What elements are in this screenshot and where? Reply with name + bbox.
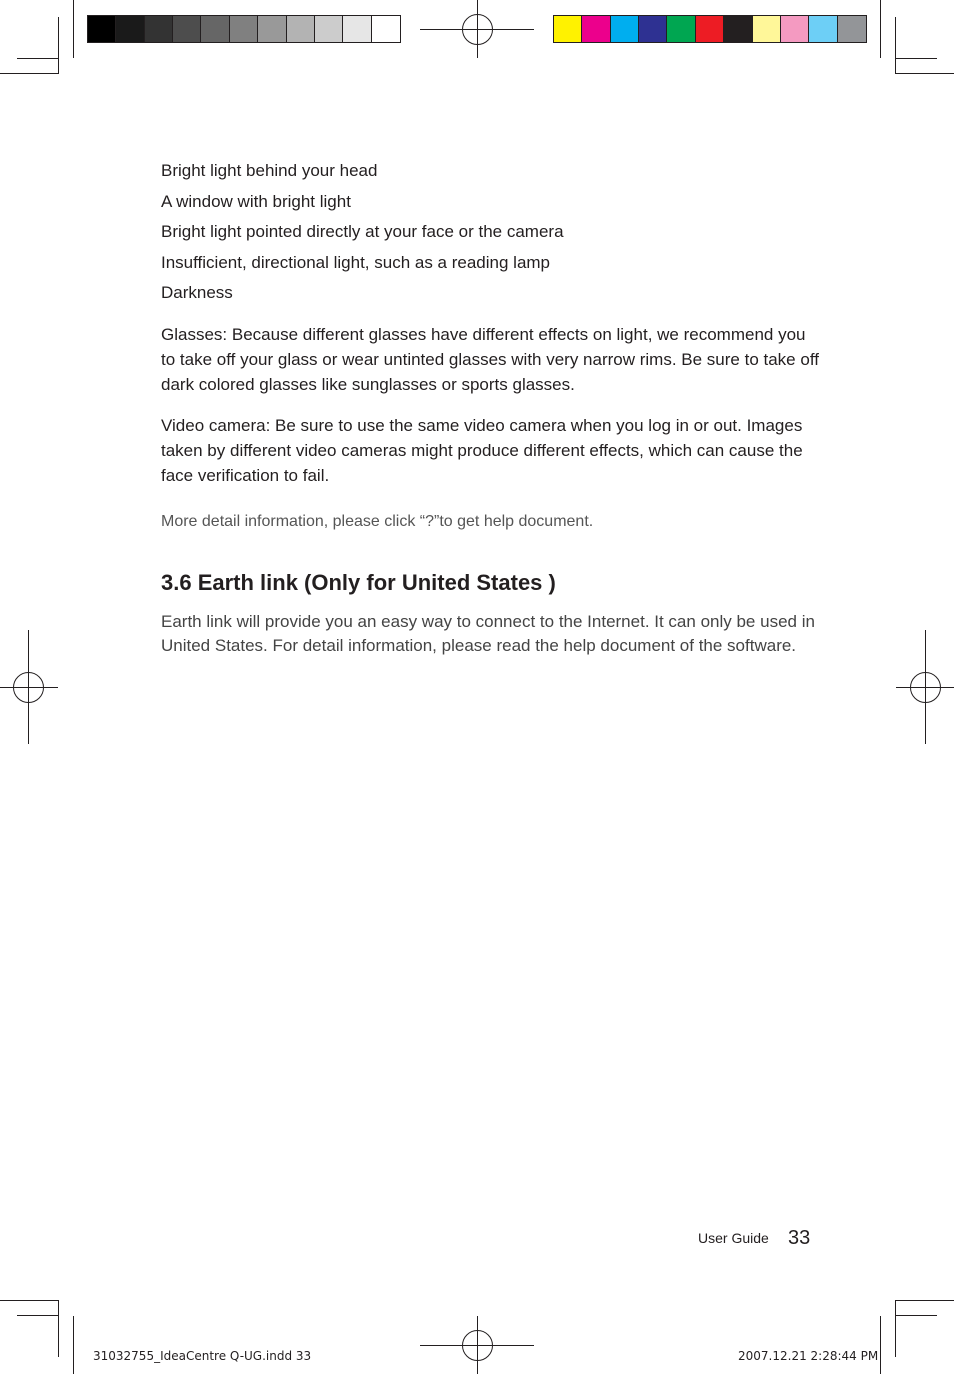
video-camera-text: Be sure to use the same video camera when you log in or out. Images taken by different video cameras might produce different effects, which can cause the face verification to fail.: [161, 415, 803, 485]
crop-mark-line: [880, 1316, 881, 1374]
color-swatch: [639, 16, 667, 42]
crop-mark-line: [58, 17, 59, 74]
list-item: Insufficient, directional light, such as a reading lamp: [161, 252, 551, 272]
color-swatch: [724, 16, 752, 42]
color-swatch: [667, 16, 695, 42]
color-swatch: [116, 16, 144, 42]
crop-mark-line: [896, 73, 954, 74]
crop-mark-line: [58, 1300, 59, 1357]
glasses-text: Because different glasses have different effects on light, we recommend you to take off your glass or wear untinted glasses with very narrow rims. Be sure to take off dark colored glasses like sunglasses or sports glasses.: [161, 324, 819, 394]
list-item: A window with bright light: [161, 191, 351, 211]
crop-mark-line: [73, 1316, 74, 1374]
footer-label: User Guide: [698, 1230, 769, 1246]
color-swatch: [753, 16, 781, 42]
list-item: Bright light pointed directly at your face or the camera: [161, 222, 564, 241]
color-swatch: [315, 16, 343, 42]
section-body: Earth link will provide you an easy way to connect to the Internet. It can only be used in United States. For detail information, please read the help document of the software.: [161, 611, 815, 655]
video-camera-label: Video camera:: [161, 415, 271, 435]
registration-target-icon: [462, 14, 493, 45]
color-swatch: [554, 16, 582, 42]
page-number: 33: [788, 1227, 811, 1249]
section-heading: 3.6 Earth link (Only for United States ): [161, 569, 556, 595]
list-item: Bright light behind your head: [161, 161, 378, 180]
color-swatch: [173, 16, 201, 42]
color-swatch: [372, 16, 400, 42]
registration-target-icon: [13, 672, 44, 703]
color-swatch: [230, 16, 258, 42]
crop-mark-line: [17, 58, 59, 59]
crop-mark-line: [896, 1300, 954, 1301]
color-swatch: [781, 16, 809, 42]
page-content: [161, 156, 821, 659]
registration-target-icon: [910, 672, 941, 703]
color-swatch: [696, 16, 724, 42]
crop-mark-line: [0, 73, 58, 74]
color-swatch: [611, 16, 639, 42]
crop-mark-line: [895, 58, 937, 59]
crop-mark-line: [880, 0, 881, 58]
registration-target-icon: [462, 1330, 493, 1361]
color-calibration-bar: [553, 15, 867, 43]
list-item: Darkness: [161, 283, 233, 302]
lighting-list: [161, 156, 821, 309]
crop-mark-line: [0, 1300, 58, 1301]
help-note: More detail information, please click “?”to get help document.: [161, 512, 594, 530]
color-swatch: [145, 16, 173, 42]
slug-file-name: 31032755_IdeaCentre Q-UG.indd 33: [93, 1349, 312, 1363]
color-swatch: [88, 16, 116, 42]
glasses-paragraph: [161, 322, 821, 397]
glasses-label: Glasses:: [161, 324, 228, 344]
video-camera-paragraph: [161, 413, 821, 488]
crop-mark-line: [73, 0, 74, 58]
color-swatch: [287, 16, 315, 42]
color-swatch: [201, 16, 229, 42]
slug-timestamp: 2007.12.21 2:28:44 PM: [738, 1349, 879, 1363]
crop-mark-line: [895, 17, 896, 74]
color-swatch: [582, 16, 610, 42]
crop-mark-line: [895, 1300, 896, 1357]
color-swatch: [809, 16, 837, 42]
grayscale-calibration-bar: [87, 15, 401, 43]
color-swatch: [258, 16, 286, 42]
color-swatch: [838, 16, 866, 42]
crop-mark-line: [17, 1315, 59, 1316]
crop-mark-line: [895, 1315, 937, 1316]
color-swatch: [343, 16, 371, 42]
